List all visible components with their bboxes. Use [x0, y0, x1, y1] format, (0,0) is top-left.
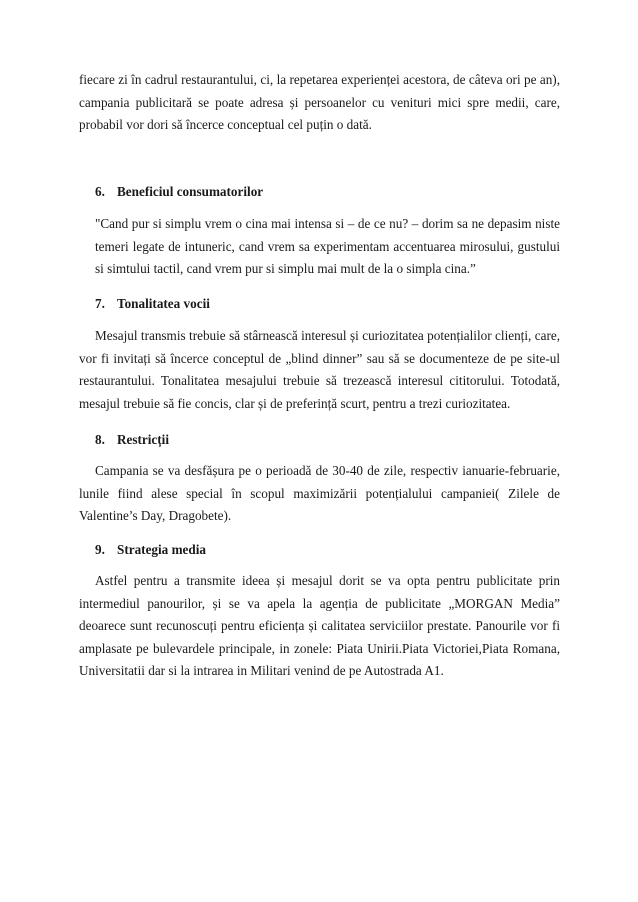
section-body-7: Mesajul transmis trebuie să stârnească interesul și curiozitatea potențialilor clienți, care, vor fi invitați să încerce conceptul de „blind dinner” sau să se documenteze de pe site-ul restaurantului. Tonalitatea mesajului trebuie să trezească interesul cititorului. Totodată, mesajul trebuie să fie concis, clar și de preferință scurt, pentru a trezi curiozitatea. [79, 328, 560, 411]
section-title: Beneficiul consumatorilor [117, 184, 264, 199]
section-title: Strategia media [117, 542, 206, 557]
section-heading-6 [95, 183, 263, 201]
intro-paragraph: fiecare zi în cadrul restaurantului, ci, la repetarea experienței acestora, de câteva ori pe an), campania publicitară se poate adresa și persoanelor cu venituri mici spre medii, care, probabil vor dori să încerce conceptual cel puțin o dată. [79, 72, 560, 133]
section-heading-7 [95, 295, 210, 313]
section-body-9: Astfel pentru a transmite ideea și mesajul dorit se va opta pentru publicitate prin intermediul panourilor, și se va apela la agenția de publicitate „MORGAN Media” deoarece sunt recunoscuți pentru eficiența și calitatea serviciilor prestate. Panourile vor fi amplasate pe bulevardele principale, in zonele: Piata Unirii.Piata Victoriei,Piata Romana, Universitatii dar si la intrarea in Militari venind de pe Autostrada A1. [79, 573, 560, 679]
section-number: 9. [95, 542, 105, 557]
section-title: Restricții [117, 432, 169, 447]
section-number: 7. [95, 296, 105, 311]
section-heading-8 [95, 431, 169, 449]
section-number: 8. [95, 432, 105, 447]
section-heading-9 [95, 541, 206, 559]
section-body-8: Campania se va desfășura pe o perioadă de 30-40 de zile, respectiv ianuarie-februarie, lunile fiind alese special în scopul maximizării potențialului campaniei( Zilele de Valentine’s Day, Dragobete). [79, 463, 560, 524]
section-title: Tonalitatea vocii [117, 296, 210, 311]
section-body-6: "Cand pur si simplu vrem o cina mai intensa si – de ce nu? – dorim sa ne depasim niste temeri legate de intuneric, cand vrem sa experimentam accentuarea mirosului, gustului si simtului tactil, cand vrem pur si simplu mai mult de la o simpla cina.” [95, 216, 560, 277]
section-number: 6. [95, 184, 105, 199]
